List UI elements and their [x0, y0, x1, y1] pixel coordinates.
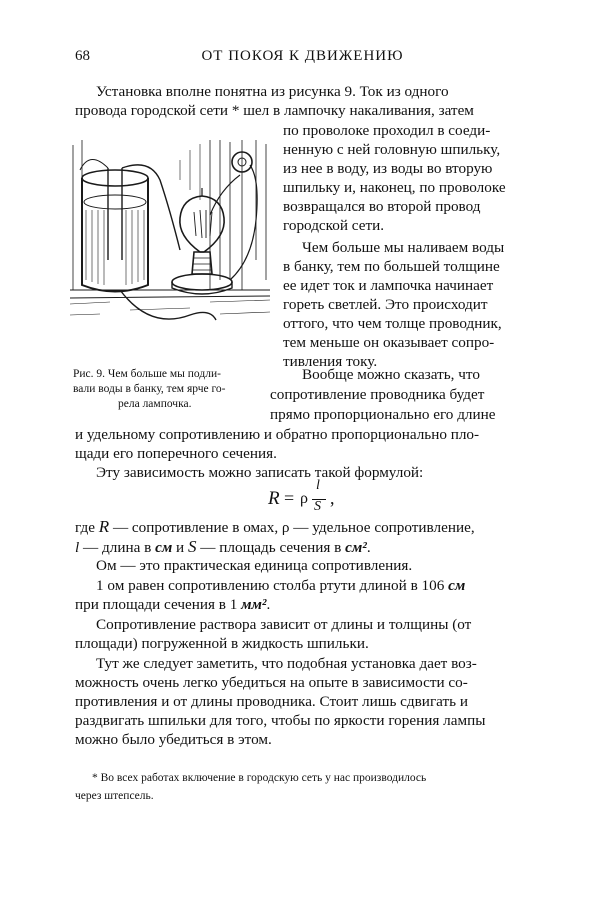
running-title: ОТ ПОКОЯ К ДВИЖЕНИЮ	[201, 48, 404, 64]
one-ohm-text: 1 ом равен сопротивлению столба ртути длиной в 106	[96, 577, 449, 594]
last-line-4: раздвигать шпильки для того, чтобы по яркости горения лампы	[75, 712, 486, 729]
ohm-definition: Ом — это практическая единица сопротивления.	[96, 557, 413, 574]
p4-line-1: Эту зависимость можно записать такой формулой:	[96, 464, 424, 481]
figure-caption-line-3: рела лампочка.	[118, 398, 192, 410]
formula-comma: ,	[330, 488, 335, 508]
unit-cm: см	[448, 577, 466, 594]
footnote-line-2: через штепсель.	[75, 790, 154, 802]
lamp-experiment-illustration	[70, 140, 270, 360]
p1-line-7: возвращался во второй провод	[283, 198, 481, 215]
one-ohm-text: при площади сечения в 1	[75, 596, 242, 613]
explanation-text: — сопротивление в омах, ρ — удельное сопротивление,	[109, 519, 475, 536]
formula-numerator: l	[316, 478, 320, 493]
figure-caption-line-1: Рис. 9. Чем больше мы подли-	[73, 368, 221, 380]
explanation-text: — площадь сечения в	[196, 539, 346, 556]
explanation-line-2	[75, 537, 371, 557]
one-ohm-line-1	[96, 576, 465, 595]
formula-r: R	[268, 488, 280, 509]
footnote-line-1: * Во всех работах включение в городскую сеть у нас производилось	[92, 772, 427, 784]
p2-line-5: оттого, что чем толще проводник,	[283, 315, 502, 332]
last-line-3: противления и от длины проводника. Стоит лишь сдвигать и	[75, 693, 469, 710]
p2-line-3: ее идет ток и лампочка начинает	[283, 277, 494, 294]
p3-line-3: прямо пропорционально его длине	[270, 406, 496, 423]
p1-line-1: Установка вполне понятна из рисунка 9. Ток из одного	[96, 83, 449, 100]
p1-line-8: городской сети.	[283, 217, 385, 234]
p3-line-4: и удельному сопротивлению и обратно пропорционально пло-	[75, 426, 480, 443]
page-number: 68	[75, 48, 90, 64]
resistance-formula	[268, 478, 358, 522]
p2-line-6: тем меньше он оказывает сопро-	[283, 334, 495, 351]
p2-line-1: Чем больше мы наливаем воды	[302, 239, 505, 256]
explanation-text: и	[172, 539, 188, 556]
p3-line-5: щади его поперечного сечения.	[75, 445, 277, 462]
last-line-2: можность очень легко убедиться на опыте в зависимости со-	[75, 674, 468, 691]
p3-line-1: Вообще можно сказать, что	[302, 366, 480, 383]
last-line-5: можно было убедиться в этом.	[75, 731, 272, 748]
one-ohm-line-2	[75, 595, 270, 614]
unit-cm2: см²	[345, 539, 367, 556]
p1-line-6: шпильку и, наконец, по проволоке	[283, 179, 506, 196]
explanation-text: — длина в	[79, 539, 156, 556]
formula-denominator: S	[314, 499, 321, 514]
unit-cm: см	[155, 539, 173, 556]
symbol-l: l	[75, 539, 80, 556]
p1-line-4: ненную с ней головную шпильку,	[283, 141, 501, 158]
page-header	[75, 48, 530, 70]
unit-mm2: мм²	[241, 596, 267, 613]
p1-line-3: по проволоке проходил в соеди-	[283, 122, 491, 139]
symbol-r: R	[98, 517, 110, 536]
p1-line-5: из нее в воду, из воды во вторую	[283, 160, 493, 177]
p3-line-2: сопротивление проводника будет	[270, 386, 485, 403]
one-ohm-text: .	[266, 596, 271, 613]
symbol-s: S	[187, 537, 197, 556]
formula-rho: ρ	[300, 490, 308, 507]
solution-line-2: площади) погруженной в жидкость шпильки.	[75, 635, 369, 652]
p1-line-2: провода городской сети * шел в лампочку накаливания, затем	[75, 102, 474, 119]
explanation-text: где	[75, 519, 99, 536]
p2-line-7: тивления току.	[283, 353, 378, 370]
explanation-line-1	[75, 517, 475, 537]
figure-caption-line-2: вали воды в банку, тем ярче го-	[73, 383, 226, 395]
last-line-1: Тут же следует заметить, что подобная установка дает воз-	[96, 655, 477, 672]
explanation-text: .	[366, 539, 371, 556]
p2-line-2: в банку, тем по большей толщине	[283, 258, 500, 275]
solution-line-1: Сопротивление раствора зависит от длины и толщины (от	[96, 616, 472, 633]
formula-equals: =	[284, 488, 295, 508]
p2-line-4: гореть светлей. Это происходит	[283, 296, 488, 313]
